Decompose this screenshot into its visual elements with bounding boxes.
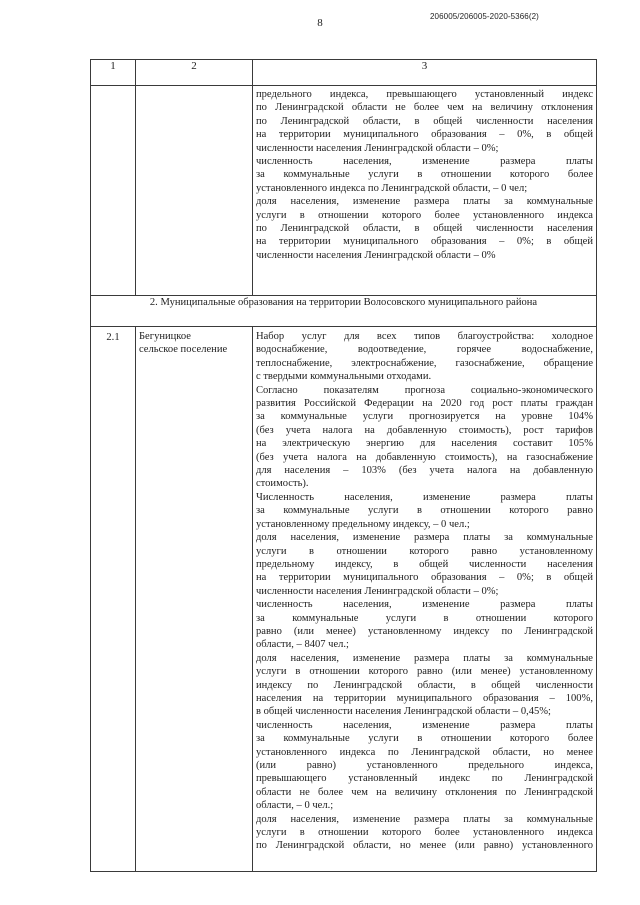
text-line: услуги в отношении которого более установленного индекса — [256, 209, 593, 221]
continued-entity-cell — [136, 86, 253, 296]
column-header-1: 1 — [91, 60, 136, 86]
text-line: численность населения, изменение размера платы — [256, 156, 593, 168]
text-line: по Ленинградской области, в общей численности населения — [256, 115, 593, 127]
continued-text-cell — [253, 86, 597, 296]
text-line: численность населения, изменение размера платы — [256, 719, 593, 731]
text-line: в общей численности населения Ленинградской области – 0,45%; — [256, 706, 551, 718]
section-row — [91, 296, 597, 327]
text-line: предельного индекса, превышающего установленный индекс — [256, 89, 593, 100]
row-number: 2.1 — [91, 327, 136, 872]
text-line: на территории муниципального образования – 0%, в общей — [256, 129, 593, 141]
continued-number-cell — [91, 86, 136, 296]
text-line: области, – 0 чел.; — [256, 800, 334, 812]
text-line: за коммунальные услуги прогнозируется на уровне 104% — [256, 411, 593, 423]
text-line: численность населения, изменение размера платы — [256, 599, 593, 611]
text-line: стоимость). — [256, 478, 309, 490]
text-line: на электрическую энергию для населения составит 105% — [256, 438, 593, 450]
table-row-continued — [91, 86, 597, 296]
text-line: за коммунальные услуги в отношении которого — [256, 612, 593, 624]
text-line: для населения – 103% (без учета налога на добавленную — [256, 465, 593, 477]
text-line: за коммунальные услуги в отношении которого более — [256, 733, 593, 745]
text-line: доля населения, изменение размера платы за коммунальные — [256, 652, 593, 664]
table-row-2-1 — [91, 327, 597, 872]
text-line: установленного индекса по Ленинградской области, но менее — [256, 746, 593, 758]
text-line: за коммунальные услуги в отношении которого равно — [256, 505, 593, 517]
page-number: 8 — [317, 17, 323, 29]
continued-text — [256, 88, 593, 262]
text-line: (без учета налога на добавленную стоимость), на газоснабжение — [256, 451, 593, 463]
text-line: (без учета налога на добавленную стоимость), рост тарифов — [256, 424, 593, 436]
text-line: установленного индекса по Ленинградской области, – 0 чел; — [256, 182, 528, 194]
text-line: на территории муниципального образования – 0%; в общей — [256, 572, 593, 584]
text-line: населения на территории муниципального образования – 100%, — [256, 692, 593, 704]
text-line: водоснабжение, водоотведение, горячее водоснабжение, — [256, 344, 593, 356]
text-line: установленному предельному индексу, – 0 чел.; — [256, 518, 470, 530]
text-line: Набор услуг для всех типов благоустройства: холодное — [256, 331, 593, 342]
municipality-name — [136, 327, 253, 872]
text-line: за коммунальные услуги в отношении которого более — [256, 169, 593, 181]
municipality-name-line-2: сельское поселение — [139, 344, 228, 355]
text-line: доля населения, изменение размера платы за коммунальные — [256, 532, 593, 544]
text-line: (или равно) установленного предельного индекса, — [256, 760, 593, 771]
text-line: области, – 8407 чел.; — [256, 639, 349, 651]
text-line: развития Российской Федерации на 2020 год рост платы граждан — [256, 398, 593, 410]
text-line: доля населения, изменение размера платы за коммунальные — [256, 196, 593, 208]
document-table — [90, 59, 597, 872]
text-line: численности населения Ленинградской области – 0%; — [256, 585, 499, 597]
text-line: по Ленинградской области, но менее (или равно) установленного — [256, 840, 593, 852]
text-line: на территории муниципального образования – 0%; в общей — [256, 236, 593, 248]
table-header-row — [91, 60, 597, 86]
text-line: превышающего установленный индекс по Ленинградской — [256, 773, 593, 785]
municipality-name-line-1: Бегуницкое — [139, 331, 191, 342]
row-2-1-text — [256, 330, 593, 853]
column-header-2: 2 — [136, 60, 253, 86]
text-line: равно (или менее) установленному индексу по Ленинградской — [256, 625, 593, 637]
text-line: численности населения Ленинградской области – 0%; — [256, 142, 499, 154]
text-line: Численность населения, изменение размера платы — [256, 491, 593, 503]
text-line: с твердыми коммунальными отходами. — [256, 371, 432, 383]
text-line: теплоснабжение, электроснабжение, газоснабжение, обращение — [256, 357, 593, 369]
text-line: по Ленинградской области не более чем на величину отклонения — [256, 102, 593, 114]
text-line: Согласно показателям прогноза социально-экономического — [256, 384, 593, 396]
text-line: услуги в отношении которого более установленного индекса — [256, 827, 593, 839]
text-line: численности населения Ленинградской области – 0% — [256, 249, 496, 261]
section-title: 2. Муниципальные образования на территории Волосовского муниципального района — [91, 296, 597, 327]
text-line: услуги в отношении которого равно (или менее) установленному — [256, 666, 593, 678]
text-line: области не более чем на величину отклонения по Ленинградской — [256, 786, 593, 798]
text-line: индексу по Ленинградской области, в общей численности — [256, 679, 593, 691]
column-header-3: 3 — [253, 60, 597, 86]
text-line: доля населения, изменение размера платы за коммунальные — [256, 813, 593, 825]
row-2-1-text-cell — [253, 327, 597, 872]
text-line: по Ленинградской области, в общей численности населения — [256, 223, 593, 235]
text-line: услуги в отношении которого равно установленному — [256, 545, 593, 557]
text-line: предельному индексу, в общей численности населения — [256, 558, 593, 570]
document-reference: 206005/206005-2020-5366(2) — [430, 12, 539, 21]
